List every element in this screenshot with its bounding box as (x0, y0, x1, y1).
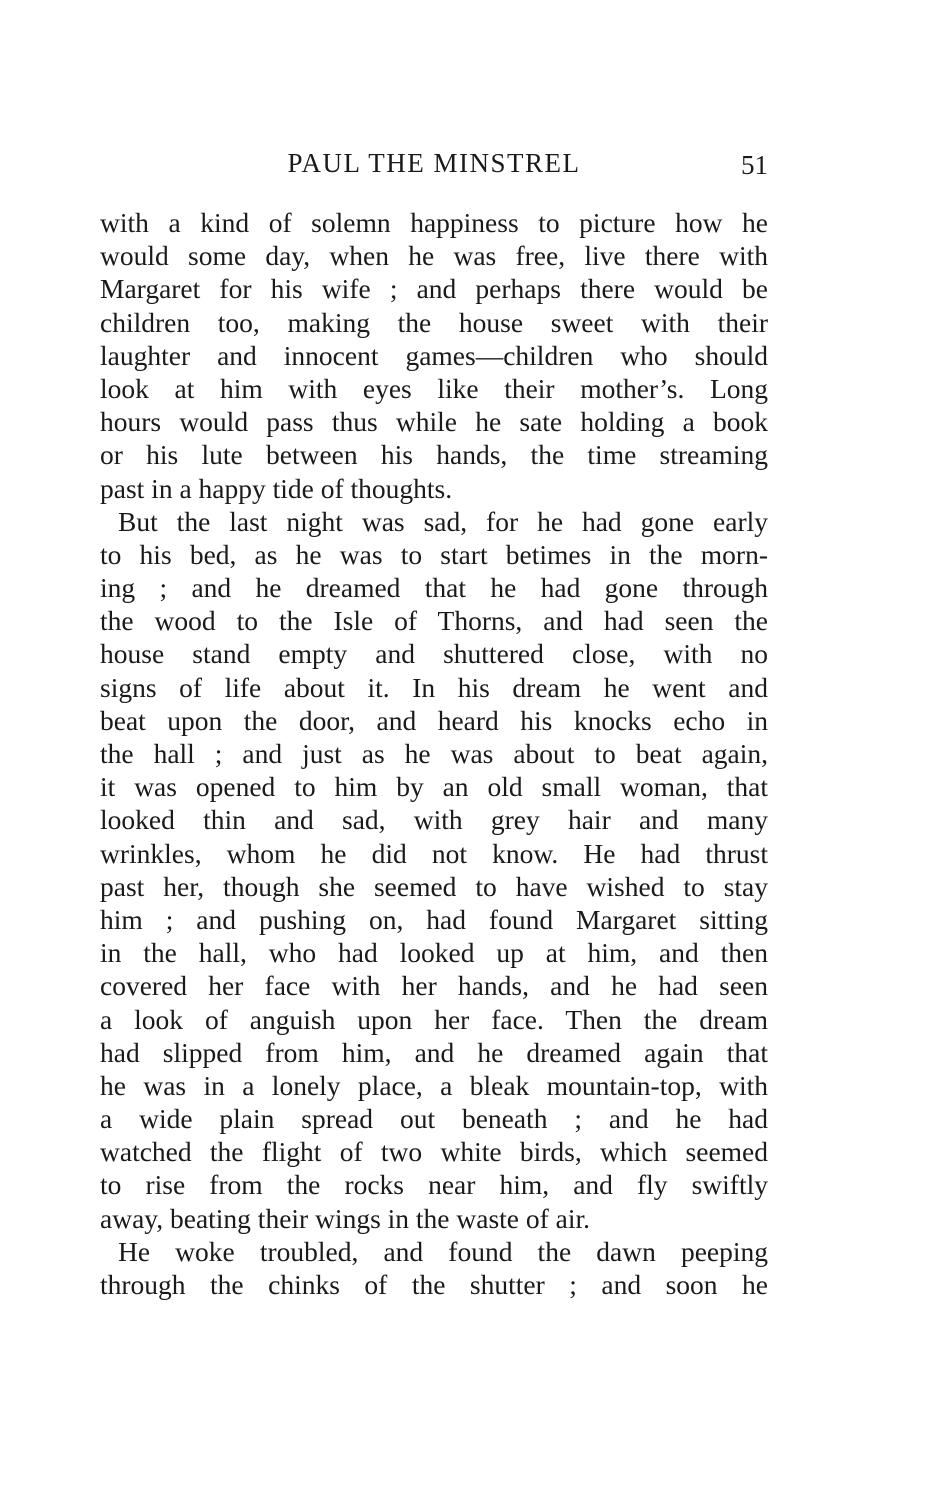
text-line: house stand empty and shuttered close, with no (100, 638, 768, 670)
text-line: with a kind of solemn happiness to picture how he (100, 207, 768, 238)
text-line: looked thin and sad, with grey hair and many (100, 804, 768, 836)
text-line: look at him with eyes like their mother’s. Long (100, 372, 768, 404)
text-line: hours would pass thus while he sate holding a book (100, 406, 768, 438)
text-line: or his lute between his hands, the time streaming (100, 439, 768, 471)
text-line: to his bed, as he was to start betimes in the morn- (100, 538, 768, 570)
text-line: He woke troubled, and found the dawn peeping (118, 1235, 768, 1267)
text-line: ing ; and he dreamed that he had gone through (100, 572, 768, 604)
text-line: away, beating their wings in the waste of air. (100, 1202, 591, 1234)
text-line: to rise from the rocks near him, and fly swiftly (100, 1169, 768, 1201)
text-line: had slipped from him, and he dreamed again that (100, 1036, 768, 1068)
text-line: he was in a lonely place, a bleak mountain-top, with (100, 1069, 768, 1101)
text-line: a look of anguish upon her face. Then the dream (100, 1003, 768, 1035)
text-line: signs of life about it. In his dream he went and (100, 671, 768, 703)
text-line: past her, though she seemed to have wished to stay (100, 870, 768, 902)
text-line: in the hall, who had looked up at him, and then (100, 937, 768, 969)
text-line: wrinkles, whom he did not know. He had thrust (100, 837, 768, 869)
text-line: the wood to the Isle of Thorns, and had seen the (100, 605, 768, 637)
text-line: past in a happy tide of thoughts. (100, 472, 453, 504)
text-line: Margaret for his wife ; and perhaps there would be (100, 273, 768, 305)
page-number: 51 (741, 150, 768, 180)
paragraph (100, 1235, 768, 1301)
text-line: him ; and pushing on, had found Margaret sitting (100, 903, 768, 935)
text-line: would some day, when he was free, live there with (100, 240, 768, 272)
text-line: covered her face with her hands, and he had seen (100, 970, 768, 1002)
body-text (100, 206, 768, 1301)
running-head (100, 143, 768, 183)
paragraph (100, 505, 768, 1235)
text-line: children too, making the house sweet with their (100, 306, 768, 338)
text-line: watched the flight of two white birds, which seemed (100, 1136, 768, 1168)
running-title: PAUL THE MINSTREL (287, 148, 581, 178)
text-line: But the last night was sad, for he had gone early (118, 505, 768, 537)
text-line: laughter and innocent games—children who should (100, 339, 768, 371)
text-line: through the chinks of the shutter ; and soon he (100, 1269, 768, 1300)
text-line: it was opened to him by an old small woman, that (100, 771, 768, 803)
paragraph (100, 206, 768, 505)
text-line: a wide plain spread out beneath ; and he had (100, 1103, 768, 1135)
text-line: the hall ; and just as he was about to beat again, (100, 738, 768, 769)
text-line: beat upon the door, and heard his knocks echo in (100, 704, 768, 736)
